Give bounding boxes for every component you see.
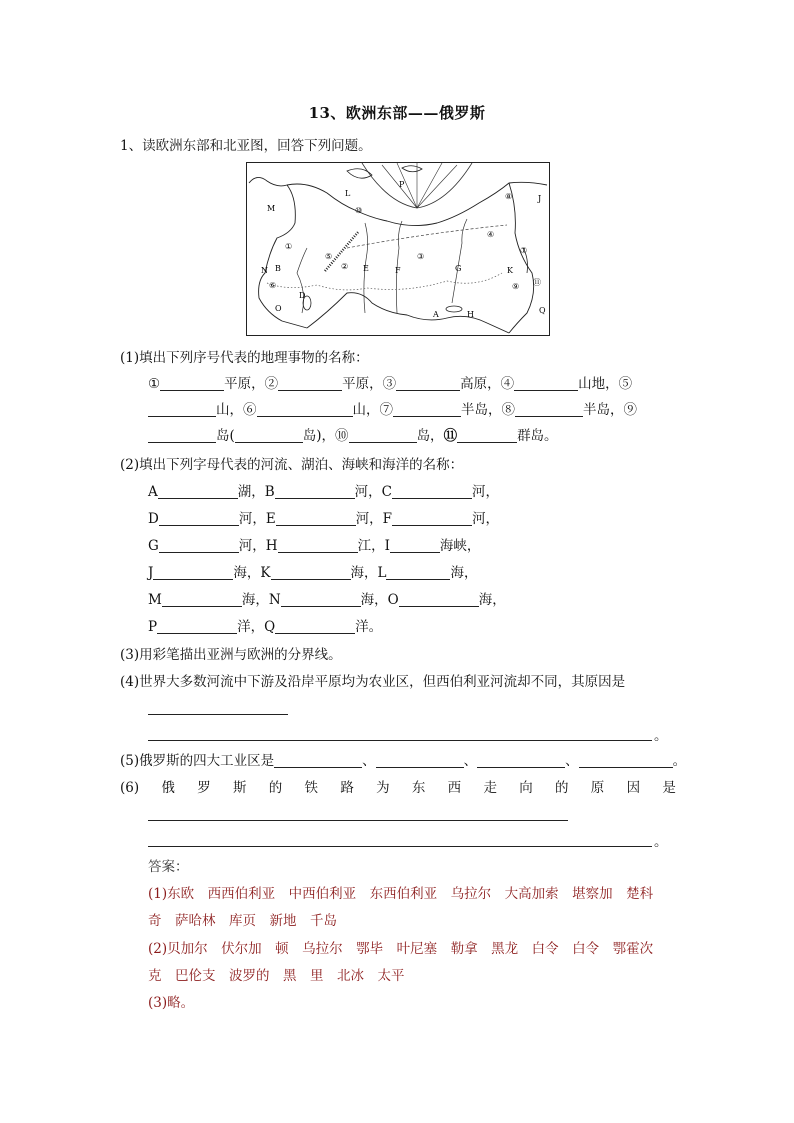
- map-label-3: ③: [417, 252, 425, 261]
- sub-question-1-heading: (1)填出下列序号代表的地理事物的名称：: [120, 350, 369, 366]
- answer-2-line-1: (2)贝加尔 伏尔加 顿 乌拉尔 鄂毕 叶尼塞 勒拿 黑龙 白令 白令 鄂霍次: [148, 941, 654, 957]
- blank-field[interactable]: [392, 484, 472, 499]
- map-figure: [246, 162, 550, 336]
- map-label-5: ⑤: [325, 252, 333, 261]
- sub-question-6: (6) 俄 罗 斯 的 铁 路 为 东 西 走 向 的 原 因 是: [120, 780, 676, 796]
- blank-field[interactable]: [235, 428, 303, 443]
- map-label-m: M: [267, 204, 276, 213]
- map-label-8: ⑧: [505, 192, 513, 201]
- answer-heading: 答案：: [148, 859, 189, 875]
- map-label-q: Q: [539, 306, 546, 315]
- question-1-prompt: 1、读欧洲东部和北亚图，回答下列问题。: [120, 138, 372, 154]
- blank-field[interactable]: [271, 565, 351, 580]
- page-title: 13、欧洲东部——俄罗斯: [308, 104, 486, 122]
- map-label-11: ⑪: [533, 278, 541, 287]
- map-label-9: ⑨: [512, 282, 520, 291]
- answer-line[interactable]: [148, 820, 568, 821]
- sub1-row-1: ① 平原，② 平原，③ 高原，④ 山地，⑤: [148, 376, 633, 392]
- blank-field[interactable]: [153, 565, 233, 580]
- map-label-4: ④: [487, 230, 495, 239]
- map-label-n: N: [261, 266, 268, 275]
- map-label-h: H: [467, 310, 474, 319]
- blank-field[interactable]: [275, 619, 355, 634]
- blank-field[interactable]: [159, 511, 239, 526]
- blank-field[interactable]: [276, 511, 356, 526]
- blank-field[interactable]: [257, 402, 353, 417]
- sub-question-3: (3)用彩笔描出亚洲与欧洲的分界线。: [120, 647, 342, 663]
- map-label-d: D: [299, 291, 306, 300]
- sub2-row-4: J 海，K 海，L 海，: [148, 565, 478, 581]
- blank-field[interactable]: [157, 619, 237, 634]
- blank-field[interactable]: [158, 484, 238, 499]
- sub-question-5: (5)俄罗斯的四大工业区是 、 、 、 。: [120, 753, 687, 769]
- answer-line[interactable]: [148, 846, 652, 847]
- blank-field[interactable]: [386, 565, 450, 580]
- blank-field[interactable]: [457, 428, 517, 443]
- map-label-1: ①: [285, 242, 293, 251]
- map-label-f: F: [395, 266, 401, 275]
- map-label-g: G: [455, 264, 462, 273]
- sub1-row-3: 岛( 岛)，⑩ 岛，⑪ 群岛。: [148, 427, 558, 445]
- blank-field[interactable]: [278, 538, 358, 553]
- blank-field[interactable]: [514, 376, 578, 391]
- blank-field[interactable]: [393, 402, 461, 417]
- blank-field[interactable]: [162, 592, 242, 607]
- blank-field[interactable]: [515, 402, 583, 417]
- blank-field[interactable]: [148, 428, 216, 443]
- blank-field[interactable]: [390, 538, 440, 553]
- blank-field[interactable]: [396, 376, 460, 391]
- blank-field[interactable]: [399, 592, 479, 607]
- blank-field[interactable]: [579, 753, 673, 768]
- period-mark: 。: [654, 728, 668, 744]
- blank-field[interactable]: [278, 376, 342, 391]
- sub-question-2-heading: (2)填出下列字母代表的河流、湖泊、海峡和海洋的名称：: [120, 457, 464, 473]
- blank-field[interactable]: [275, 484, 355, 499]
- map-label-2: ②: [341, 262, 349, 271]
- blank-field[interactable]: [376, 753, 464, 768]
- sub2-row-5: M 海，N 海，O 海，: [148, 592, 506, 608]
- map-label-p: P: [399, 180, 405, 189]
- sub2-row-6: P 洋，Q 洋。: [148, 619, 383, 635]
- blank-field[interactable]: [349, 428, 417, 443]
- answer-2-line-2: 克 巴伦支 波罗的 黑 里 北冰 太平: [148, 968, 405, 984]
- answer-3: (3)略。: [148, 995, 195, 1011]
- map-label-j: J: [538, 194, 542, 203]
- answer-line[interactable]: [148, 714, 288, 715]
- sub2-row-1: A 湖，B 河，C 河，: [148, 484, 500, 500]
- sub2-row-2: D 河，E 河，F 河，: [148, 511, 500, 527]
- map-label-l: L: [345, 189, 351, 198]
- answer-1-line-2: 奇 萨哈林 库页 新地 千岛: [148, 913, 337, 929]
- answer-line[interactable]: [148, 740, 652, 741]
- map-drawing: [247, 163, 549, 335]
- blank-field[interactable]: [477, 753, 565, 768]
- map-label-7: ⑦: [520, 246, 528, 255]
- map-label-o: O: [275, 304, 282, 313]
- blank-field[interactable]: [160, 376, 224, 391]
- sub1-row-2: 山，⑥ 山，⑦ 半岛，⑧ 半岛，⑨: [148, 401, 637, 419]
- map-label-e: E: [363, 264, 369, 273]
- map-label-a: A: [433, 310, 439, 319]
- map-label-10: ⑩: [355, 206, 363, 215]
- period-mark: 。: [654, 834, 668, 850]
- sub2-row-3: G 河，H 江，I 海峡，: [148, 538, 481, 554]
- map-label-6: ⑥: [269, 281, 277, 290]
- answer-1-line-1: (1)东欧 西西伯利亚 中西伯利亚 东西伯利亚 乌拉尔 大高加索 堪察加 楚科: [148, 886, 654, 902]
- blank-field[interactable]: [392, 511, 472, 526]
- map-label-k: K: [507, 266, 513, 275]
- blank-field[interactable]: [274, 753, 362, 768]
- blank-field[interactable]: [148, 402, 216, 417]
- map-label-b: B: [275, 264, 281, 273]
- blank-field[interactable]: [281, 592, 361, 607]
- sub-question-4: (4)世界大多数河流中下游及沿岸平原均为农业区，但西伯利亚河流却不同，其原因是: [120, 674, 626, 690]
- blank-field[interactable]: [159, 538, 239, 553]
